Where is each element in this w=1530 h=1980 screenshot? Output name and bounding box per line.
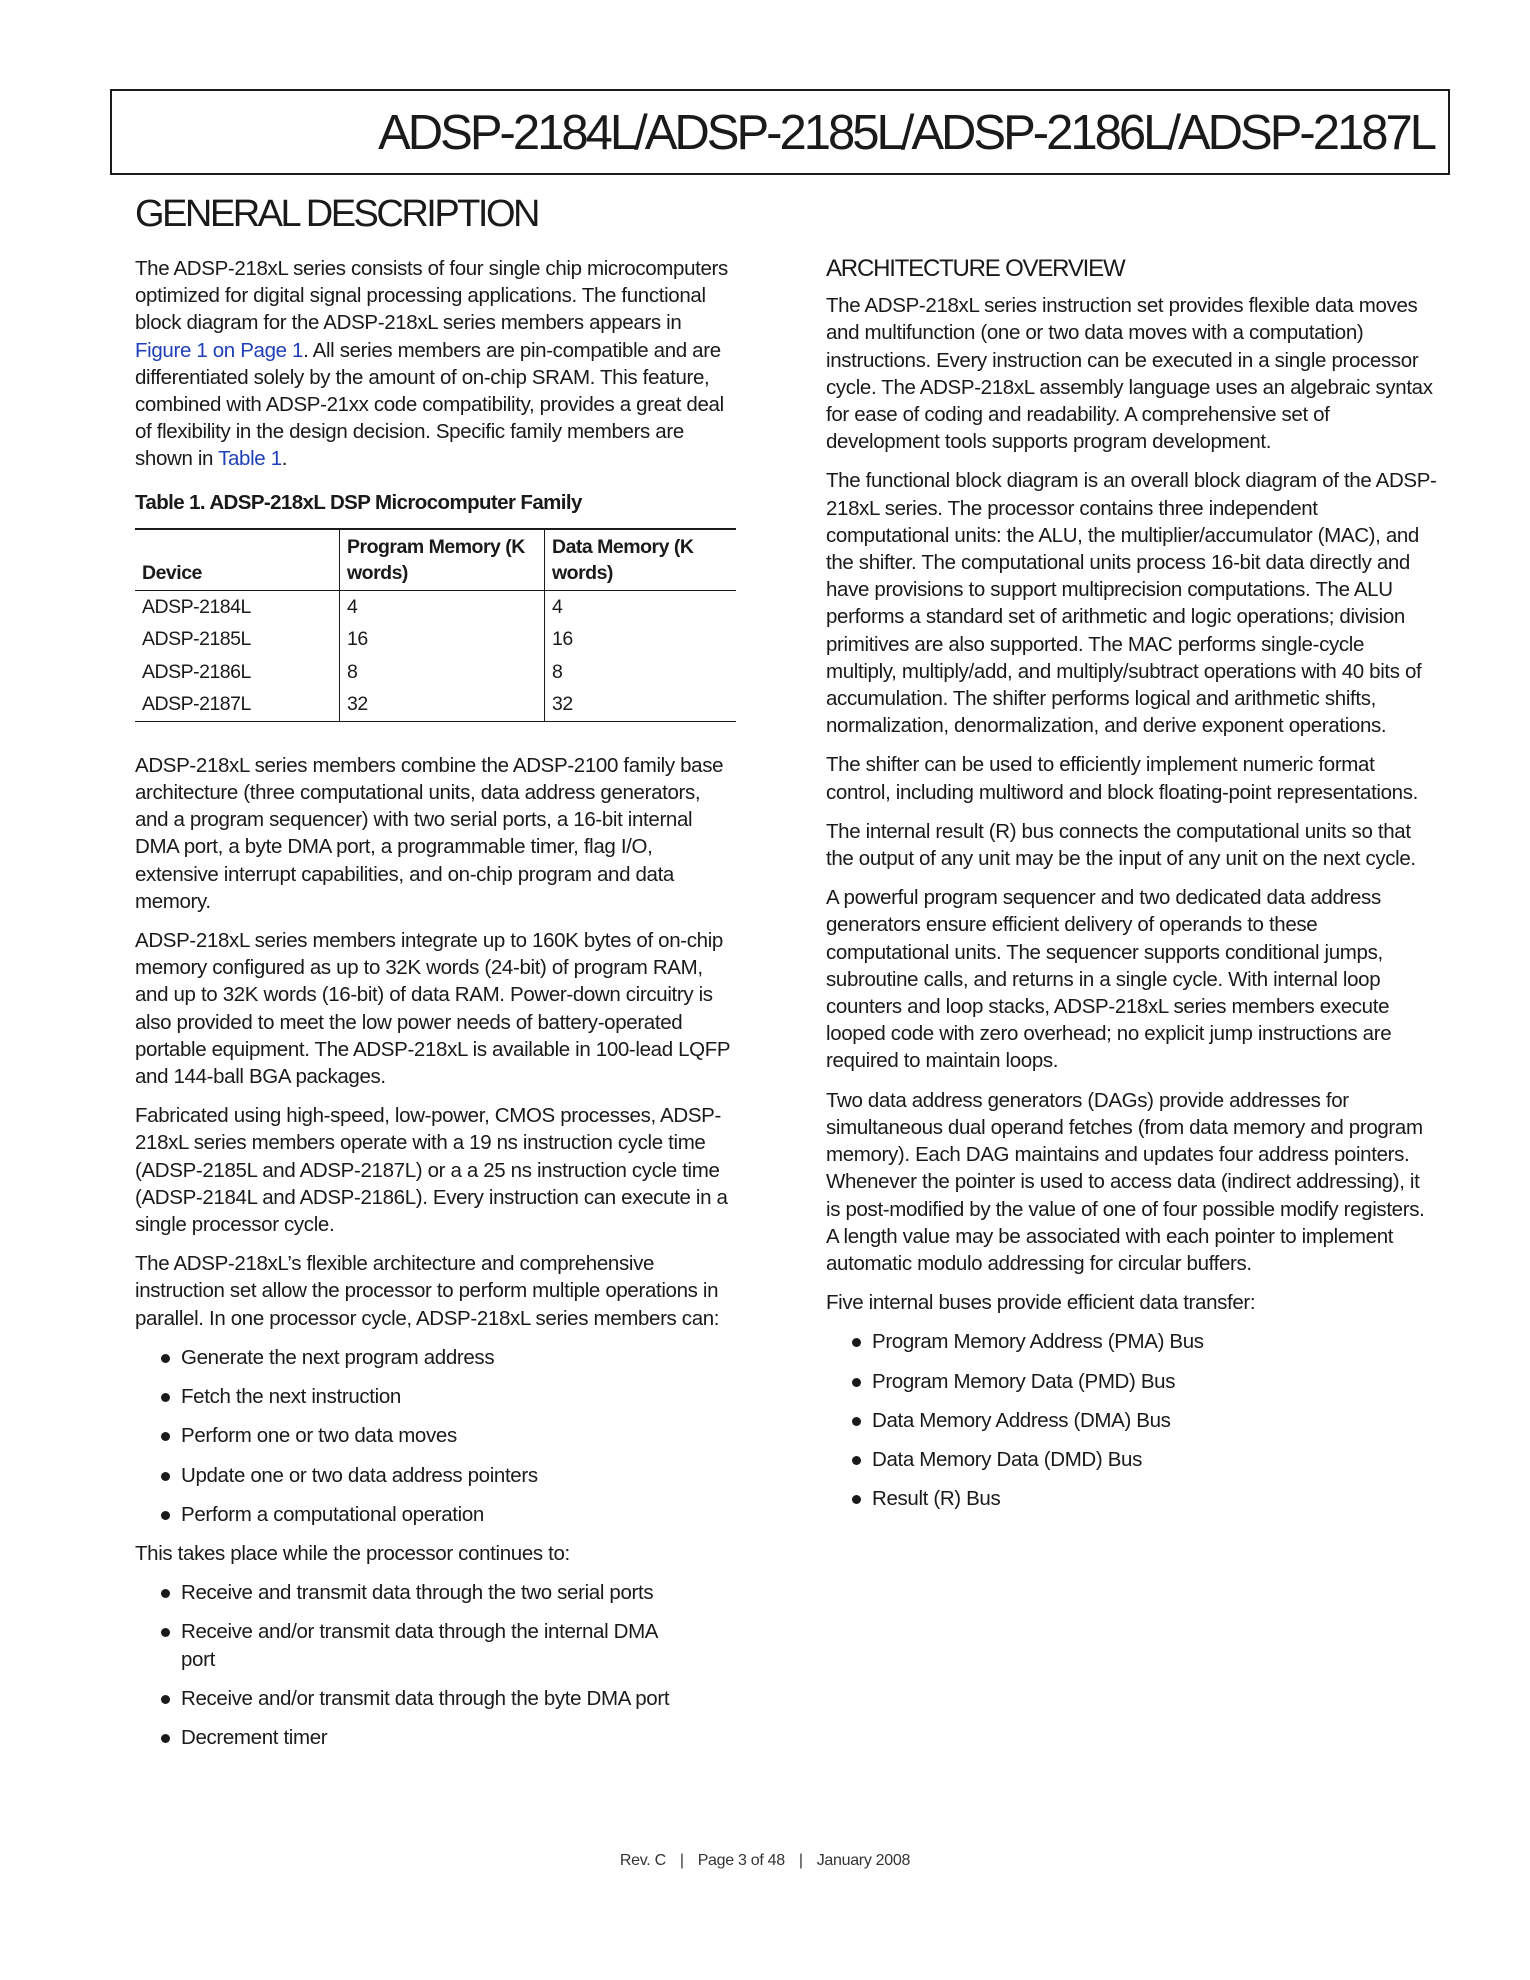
left-column — [135, 255, 735, 1763]
background-operations-list — [135, 1579, 735, 1751]
table-cell: ADSP-2185L — [142, 628, 251, 651]
list-item — [181, 1462, 735, 1489]
table-cell: ADSP-2184L — [142, 595, 251, 618]
list-item — [181, 1685, 735, 1712]
bullet-icon — [161, 1734, 170, 1743]
paragraph-result-bus: The internal result (R) bus connects the computational units so that the output of any unit may be the input of any unit on the next cycle. — [826, 819, 1416, 871]
list-item-text: Program Memory Address (PMA) Bus — [872, 1330, 1204, 1354]
bullet-icon — [161, 1393, 170, 1402]
bullet-icon — [161, 1628, 170, 1637]
table-1-link[interactable]: Table 1 — [218, 447, 282, 471]
list-item — [181, 1501, 735, 1528]
paragraph-dags: Two data address generators (DAGs) provide addresses for simultaneous dual operand fetches (from data memory and program memory). Each DAG maintains and updates four address pointers. Whenever the pointer is used to access data (indirect addressing), it is post-modified by the value of one of four possible modify registers. A length value may be associated with each pointer to implement automatic modulo addressing for circular buffers. — [826, 1088, 1425, 1275]
intro-text-3: . — [281, 447, 288, 471]
bullet-icon — [161, 1472, 170, 1481]
list-item-text: Receive and transmit data through the two serial ports — [181, 1581, 654, 1605]
paragraph-buses: Five internal buses provide efficient data transfer: — [826, 1291, 1256, 1315]
list-item — [181, 1344, 735, 1371]
right-column — [826, 255, 1438, 1524]
paragraph-flexible-architecture: The ADSP-218xL’s flexible architecture and comprehensive instruction set allow the processor to perform multiple operations in parallel. In one processor cycle, ADSP-218xL series members can: — [135, 1252, 720, 1330]
list-item — [872, 1368, 1438, 1395]
list-item-text: Perform one or two data moves — [181, 1424, 457, 1448]
table-header-row — [135, 529, 736, 591]
header-data-memory: Data Memory (K words) — [545, 529, 737, 591]
footer-separator: | — [679, 1852, 684, 1869]
family-table — [135, 528, 736, 722]
page-number: Page 3 of 48 — [697, 1852, 785, 1869]
section-title: GENERAL DESCRIPTION — [135, 193, 538, 235]
table-cell: 8 — [340, 656, 545, 689]
table-row — [135, 656, 736, 689]
bullet-icon — [852, 1417, 861, 1426]
paragraph-shifter: The shifter can be used to efficiently implement numeric format control, including multiword and block floating-point representations. — [826, 753, 1418, 804]
paragraph-continues: This takes place while the processor continues to: — [135, 1541, 570, 1565]
revision: Rev. C — [619, 1852, 666, 1869]
paragraph-sequencer: A powerful program sequencer and two dedicated data address generators ensure efficient delivery of operands to these computational units. The sequencer supports conditional jumps, subroutine calls, and returns in a single cycle. With internal loop counters and loop stacks, ADSP-218xL series members execute looped code with zero overhead; no explicit jump instructions are required to maintain loops. — [826, 886, 1392, 1073]
bullet-icon — [852, 1378, 861, 1387]
table-cell: 32 — [340, 688, 545, 721]
figure-1-link[interactable]: Figure 1 on Page 1 — [135, 338, 304, 362]
list-item — [872, 1328, 1438, 1355]
paragraph-instruction-set: The ADSP-218xL series instruction set provides flexible data moves and multifunction (one or two data moves with a computation) instructions. Every instruction can be executed in a single processor cycle. The ADSP-218xL assembly language uses an algebraic syntax for ease of coding and readability. A comprehensive set of development tools supports program development. — [826, 294, 1433, 454]
table-caption: Table 1. ADSP-218xL DSP Microcomputer Family — [135, 490, 582, 514]
list-item — [181, 1724, 735, 1751]
table-cell: 4 — [545, 590, 737, 623]
cycle-operations-list — [135, 1344, 735, 1528]
table-cell: 16 — [340, 623, 545, 656]
bullet-icon — [161, 1589, 170, 1598]
table-cell: ADSP-2186L — [142, 660, 251, 683]
intro-text-1: The ADSP-218xL series consists of four single chip microcomputers optimized for digital signal processing applications. The functional block diagram for the ADSP-218xL series members appears in — [135, 257, 728, 335]
list-item-text: Program Memory Data (PMD) Bus — [872, 1369, 1176, 1393]
list-item — [181, 1579, 735, 1606]
list-item-text: Receive and/or transmit data through the internal DMA port — [181, 1620, 657, 1671]
paragraph-fabrication: Fabricated using high-speed, low-power, CMOS processes, ADSP-218xL series members operate with a 19 ns instruction cycle time (ADSP-2185L and ADSP-2187L) or a a 25 ns instruction cycle time (ADSP-2184L and ADSP-2186L). Every instruction can execute in a single processor cycle. — [135, 1104, 728, 1237]
bullet-icon — [852, 1495, 861, 1504]
list-item — [872, 1407, 1438, 1434]
bullet-icon — [161, 1511, 170, 1520]
bullet-icon — [852, 1338, 861, 1347]
list-item-text: Receive and/or transmit data through the byte DMA port — [181, 1686, 670, 1710]
list-item-text: Update one or two data address pointers — [181, 1463, 538, 1487]
list-item — [181, 1422, 735, 1449]
list-item-text: Data Memory Address (DMA) Bus — [872, 1408, 1171, 1432]
bullet-icon — [852, 1456, 861, 1465]
list-item-text: Fetch the next instruction — [181, 1385, 401, 1409]
footer-separator: | — [798, 1852, 803, 1869]
intro-paragraph — [135, 255, 735, 473]
list-item-text: Generate the next program address — [181, 1345, 495, 1369]
table-row — [135, 688, 736, 721]
header-device: Device — [135, 529, 340, 591]
table-cell: ADSP-2187L — [135, 688, 340, 721]
publish-date: January 2008 — [816, 1852, 911, 1869]
table-row — [135, 623, 736, 656]
table-cell: 32 — [545, 688, 737, 721]
table-cell: 8 — [545, 656, 737, 689]
table-cell: 4 — [340, 590, 545, 623]
internal-buses-list — [826, 1328, 1438, 1512]
list-item — [872, 1485, 1438, 1512]
bullet-icon — [161, 1432, 170, 1441]
architecture-overview-heading: ARCHITECTURE OVERVIEW — [826, 255, 1125, 282]
paragraph-block-diagram: The functional block diagram is an overall block diagram of the ADSP-218xL series. The processor contains three independent computational units: the ALU, the multiplier/accumulator (MAC), and the shifter. The computational units process 16-bit data directly and have provisions to support multiprecision computations. The ALU performs a standard set of arithmetic and logic operations; division primitives are also supported. The MAC performs single-cycle multiply, multiply/add, and multiply/subtract operations with 40 bits of accumulation. The shifter performs logical and arithmetic shifts, normalization, denormalization, and derive exponent operations. — [826, 469, 1437, 738]
list-item — [181, 1618, 735, 1672]
paragraph-memory: ADSP-218xL series members integrate up to 160K bytes of on-chip memory configured as up to 32K words (24-bit) of program RAM, and up to 32K words (16-bit) of data RAM. Power-down circuitry is also provided to meet the low power needs of battery-operated portable equipment. The ADSP-218xL is available in 100-lead LQFP and 144-ball BGA packages. — [135, 929, 730, 1089]
intro-text-2: . All series members are pin-compatible and are differentiated solely by the amount of on-chip SRAM. This feature, combined with ADSP-21xx code compatibility, provides a great deal of flexibility in the design decision. Specific family members are shown in — [135, 338, 724, 471]
header-box — [110, 89, 1450, 175]
list-item — [181, 1383, 735, 1410]
table-cell: 16 — [545, 623, 737, 656]
paragraph-base-architecture: ADSP-218xL series members combine the ADSP-2100 family base architecture (three computational units, data address generators, and a program sequencer) with two serial ports, a 16-bit internal DMA port, a byte DMA port, a programmable timer, flag I/O, extensive interrupt capabilities, and on-chip program and data memory. — [135, 753, 724, 913]
list-item-text: Result (R) Bus — [872, 1487, 1001, 1511]
list-item-text: Perform a computational operation — [181, 1502, 484, 1526]
list-item-text: Decrement timer — [181, 1725, 328, 1749]
bullet-icon — [161, 1354, 170, 1363]
table-row — [135, 590, 736, 623]
list-item-text: Data Memory Data (DMD) Bus — [872, 1447, 1142, 1471]
header-program-memory: Program Memory (K words) — [340, 529, 545, 591]
document-title: ADSP-2184L/ADSP-2185L/ADSP-2186L/ADSP-2187L — [378, 106, 1434, 160]
list-item — [872, 1446, 1438, 1473]
page-footer — [0, 1852, 1530, 1870]
bullet-icon — [161, 1695, 170, 1704]
